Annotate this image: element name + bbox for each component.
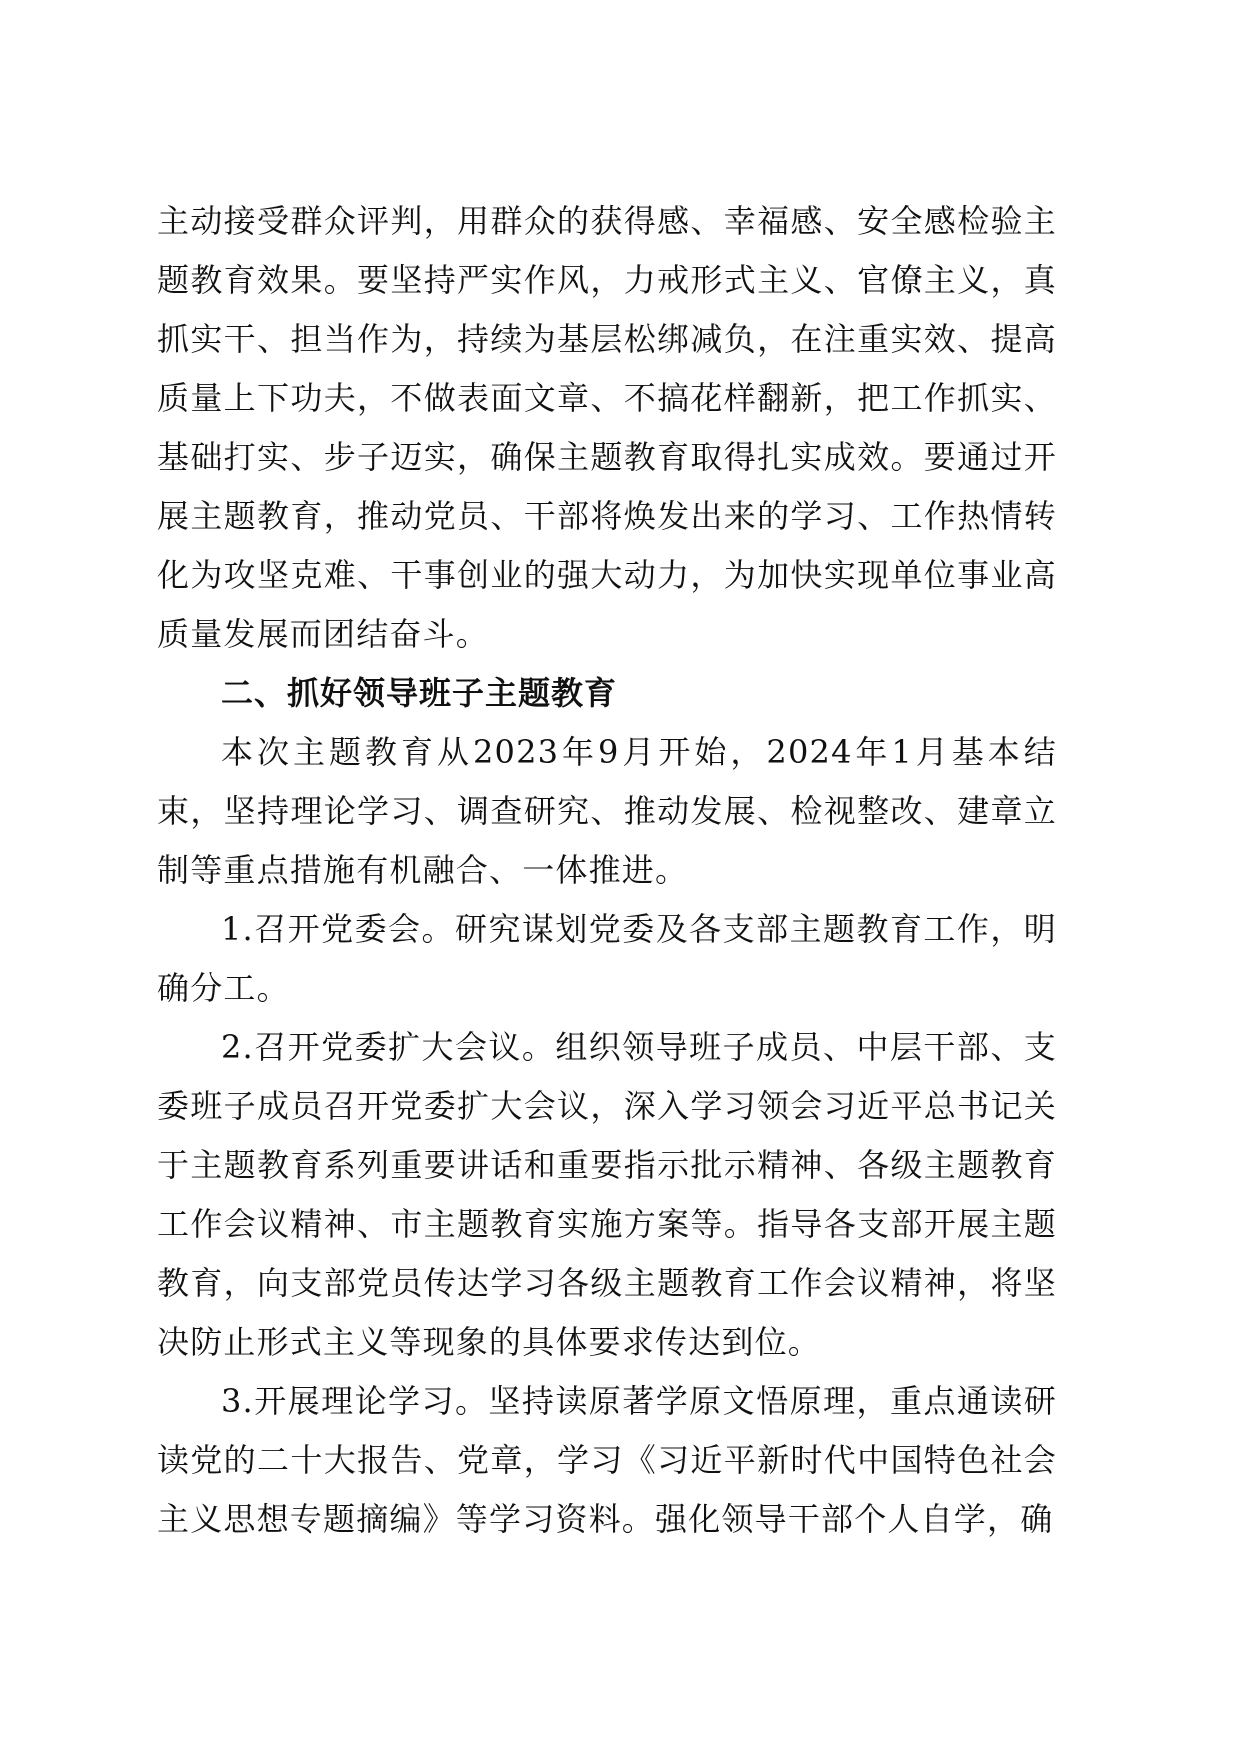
paragraph-item-2: 2.召开党委扩大会议。组织领导班子成员、中层干部、支委班子成员召开党委扩大会议，深入学习领会习近平总书记关于主题教育系列重要讲话和重要指示批示精神、各级主题教育工作会议精神、市主题教育实施方案等。指导各支部开展主题教育，向支部党员传达学习各级主题教育工作会议精神，将坚决防止形式主义等现象的具体要求传达到位。	[157, 1028, 1057, 1361]
paragraph-schedule: 本次主题教育从2023年9月开始，2024年1月基本结束，坚持理论学习、调查研究、推动发展、检视整改、建章立制等重点措施有机融合、一体推进。	[157, 733, 1057, 889]
paragraph-item-1: 1.召开党委会。研究谋划党委及各支部主题教育工作，明确分工。	[157, 910, 1057, 1007]
paragraph-item-3: 3.开展理论学习。坚持读原著学原文悟原理，重点通读研读党的二十大报告、党章，学习《习近平新时代中国特色社会主义思想专题摘编》等学习资料。强化领导干部个人自学，确	[157, 1382, 1057, 1538]
section-heading: 二、抓好领导班子主题教育	[221, 674, 618, 712]
paragraph-continuation: 主动接受群众评判，用群众的获得感、幸福感、安全感检验主题教育效果。要坚持严实作风，力戒形式主义、官僚主义，真抓实干、担当作为，持续为基层松绑减负，在注重实效、提高质量上下功夫，不做表面文章、不搞花样翻新，把工作抓实、基础打实、步子迈实，确保主题教育取得扎实成效。要通过开展主题教育，推动党员、干部将焕发出来的学习、工作热情转化为攻坚克难、干事创业的强大动力，为加快实现单位事业高质量发展而团结奋斗。	[157, 202, 1057, 653]
document-body	[157, 192, 1057, 1549]
